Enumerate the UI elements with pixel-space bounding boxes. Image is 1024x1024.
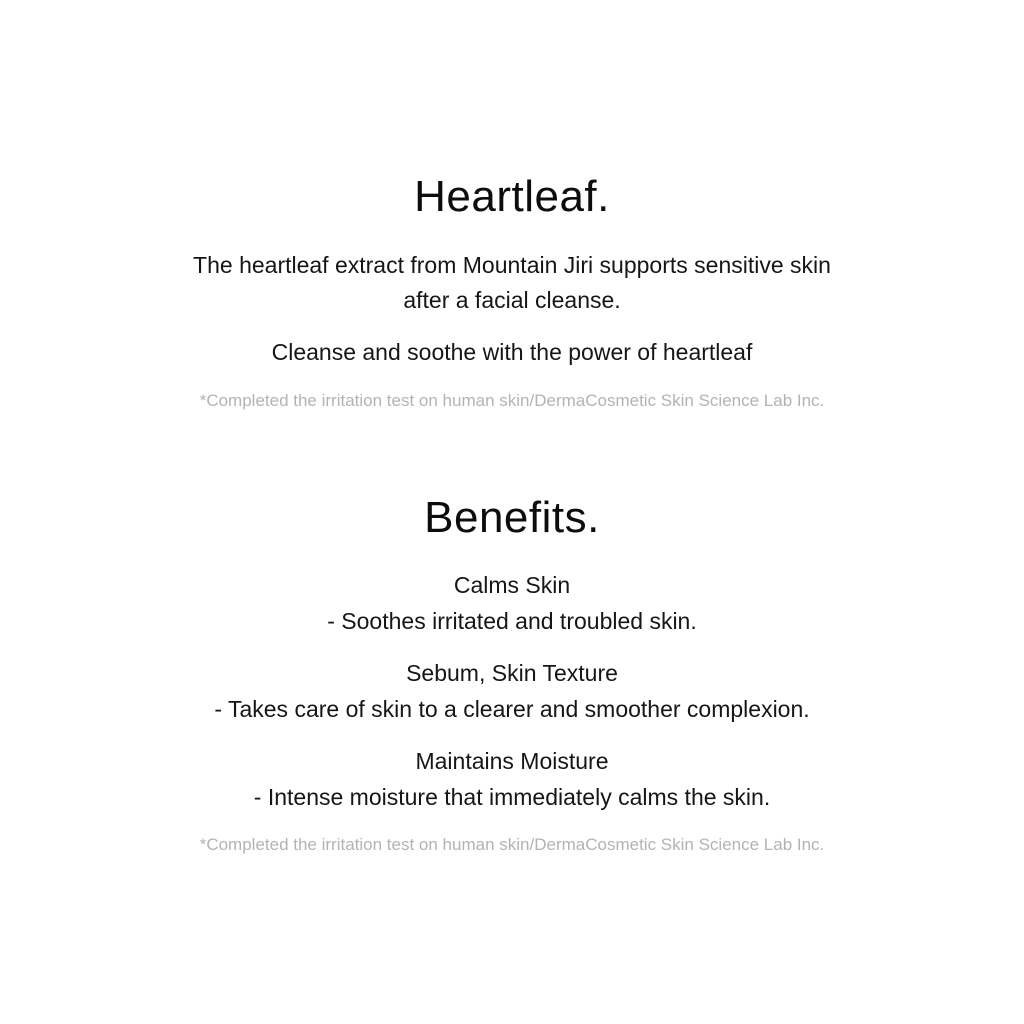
benefit-detail: - Takes care of skin to a clearer and smoother complexion.: [214, 696, 810, 722]
benefits-title: Benefits.: [424, 493, 600, 542]
benefit-name: Maintains Moisture: [415, 748, 609, 774]
heartleaf-title: Heartleaf.: [414, 172, 610, 221]
benefit-detail: - Intense moisture that immediately calms the skin.: [253, 784, 771, 810]
benefit-name: Sebum, Skin Texture: [406, 660, 618, 686]
heartleaf-footnote: *Completed the irritation test on human skin/DermaCosmetic Skin Science Lab Inc.: [199, 391, 825, 410]
benefits-footnote: *Completed the irritation test on human skin/DermaCosmetic Skin Science Lab Inc.: [199, 835, 825, 854]
heartleaf-description-line-2: after a facial cleanse.: [403, 287, 621, 313]
benefit-name: Calms Skin: [453, 572, 571, 598]
benefit-detail: - Soothes irritated and troubled skin.: [327, 608, 697, 634]
heartleaf-tagline: Cleanse and soothe with the power of heartleaf: [271, 339, 753, 365]
heartleaf-description-line-1: The heartleaf extract from Mountain Jiri supports sensitive skin: [193, 252, 831, 278]
